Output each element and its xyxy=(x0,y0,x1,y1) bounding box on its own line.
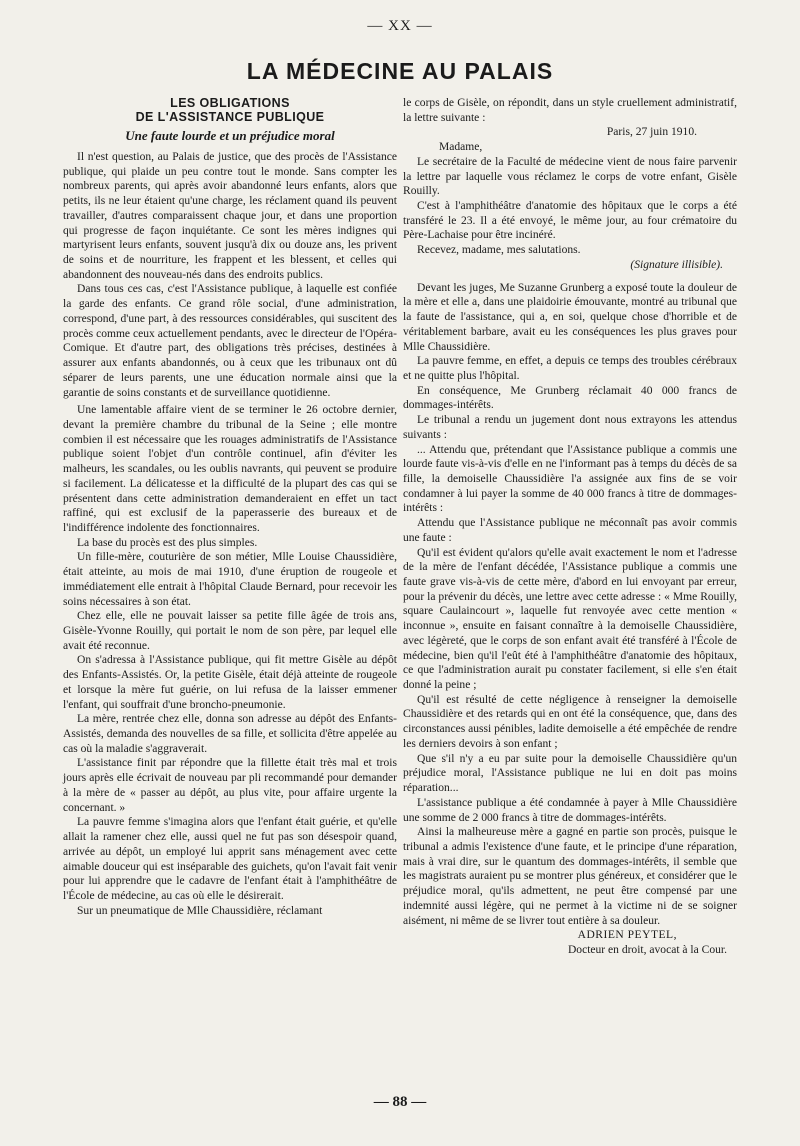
paragraph: Il n'est question, au Palais de justice, que des procès de l'Assistance publique, qui plaide un peu contre tout le monde. Sans compter les nombreux parents, qui après avoir abandonné leurs enfants, alors que petits, ils ne leur étaient qu'une charge, les réclament quand ils peuvent travailler, d'autres comparaissent chaque jour, et dans une proportion qui progresse de façon inquiétante. Ce sont les mères indignes qui martyrisent leurs enfants, souvent jusqu'à dix ou douze ans, les privent de soins et de nourriture, les frappent et les blessent, et celles qui abandonnent des nouveau-nés dans des endroits publics. xyxy=(63,151,397,281)
paragraph: Chez elle, elle ne pouvait laisser sa petite fille âgée de trois ans, Gisèle-Yvonne Rouilly, qui portait le nom de son père, par lequel elle avait été reconnue. xyxy=(63,610,397,652)
section-heading-line-2: DE L'ASSISTANCE PUBLIQUE xyxy=(135,110,325,124)
letter-place-date: Paris, 27 juin 1910. xyxy=(606,126,697,139)
author-name: ADRIEN PEYTEL, xyxy=(577,929,677,942)
page-roman-numeral: — XX — xyxy=(367,18,433,34)
author-title: Docteur en droit, avocat à la Cour. xyxy=(567,943,727,956)
paragraph: Dans tous ces cas, c'est l'Assistance publique, à laquelle est confiée la garde des enfants. Ce grand rôle social, d'une administration, correspond, d'une part, à des ressources considérables, qui suscitent des procès comme ceux actuellement pendants, avec le directeur de l'Opéra-Comique. Et d'autre part, des obligations très précises, destinées à assurer aux enfants abandonnés, ou à ceux que les tribunaux ont dû séparer de leurs parents, une une éducation normale ainsi que la garantie de soins constants et de surveillance quotidienne. xyxy=(63,283,397,399)
letter-paragraph: C'est à l'amphithéâtre d'anatomie des hôpitaux que le corps a été transféré le 23. Il a été envoyé, le même jour, au four crématoire du Père-Lachaise pour être incinéré. xyxy=(403,200,737,242)
paragraph: Attendu que l'Assistance publique ne méconnaît pas avoir commis une faute : xyxy=(403,517,737,544)
paragraph: On s'adressa à l'Assistance publique, qui fit mettre Gisèle au dépôt des Enfants-Assistés. Or, la petite Gisèle, était déjà atteinte de rougeole et lorsque la mère fut guérie, on lui refusa de la laisser emmener l'enfant, qui souffrait d'une broncho-pneumonie. xyxy=(63,654,397,711)
page-number: — 88 — xyxy=(373,1094,427,1110)
paragraph: Un fille-mère, couturière de son métier, Mlle Louise Chaussidière, était atteinte, au mois de mai 1910, d'une éruption de rougeole et immédiatement elle entrait à l'hôpital Claude Bernard, pour recevoir les soins nécessaires à son état. xyxy=(63,551,397,608)
letter-paragraph: Le secrétaire de la Faculté de médecine vient de nous faire parvenir la lettre par laquelle vous réclamez le corps de votre enfant, Gisèle Rouilly. xyxy=(403,155,737,198)
paragraph: La base du procès est des plus simples. xyxy=(77,536,258,549)
paragraph: Devant les juges, Me Suzanne Grunberg a exposé toute la douleur de la mère et elle a, dans une plaidoirie émouvante, montré au tribunal que la faute de l'assistance, qui a, en soi, quelque chose d'horrible et de véritablement barbare, avait eu les conséquences les plus graves pour Mlle Chaussidière. xyxy=(403,281,737,353)
paragraph: L'assistance publique a été condamnée à payer à Mlle Chaussidière une somme de 2 000 francs à titre de dommages-intérêts. xyxy=(403,796,737,824)
paragraph: Qu'il est résulté de cette négligence à renseigner la demoiselle Chaussidière et des retards qui en ont été la conséquence, que, dans des circonstances aussi pénibles, ladite demoiselle a été empêchée de rendre les derniers devoirs à son enfant ; xyxy=(403,693,737,750)
right-column xyxy=(403,96,737,958)
paragraph: Le tribunal a rendu un jugement dont nous extrayons les attendus suivants : xyxy=(403,414,737,441)
page-title: LA MÉDECINE AU PALAIS xyxy=(246,58,554,84)
paragraph: La mère, rentrée chez elle, donna son adresse au dépôt des Enfants-Assistés, demanda des nouvelles de sa fille, et sollicita d'être appelée au cas où la maladie s'aggraverait. xyxy=(63,713,397,755)
paragraph: L'assistance finit par répondre que la fillette était très mal et trois jours après elle écrivait de nouveau par pli recommandé pour demander à la mère de « passer au dépôt, au plus vite, pour affaire urgente la concernant. » xyxy=(63,757,397,814)
paragraph: ... Attendu que, prétendant que l'Assistance publique a commis une lourde faute vis-à-vis d'elle en ne l'informant pas à temps du décès de sa fille, la demoiselle Chaussidière l'a assignée aux fins de se voir condamner à lui payer la somme de 40 000 francs à titre de dommages-intérêts : xyxy=(403,443,737,515)
letter-salutation: Madame, xyxy=(439,141,483,154)
paragraph: Sur un pneumatique de Mlle Chaussidière, réclamant xyxy=(77,904,323,917)
paragraph: La pauvre femme s'imagina alors que l'enfant était guérie, et qu'elle allait la ramener chez elle, aussi quel ne fut pas son désespoir quand, arrivée au dépôt, un employé lui apprit sans ménagement avec cette aimable douceur qui est inséparable des guichets, qu'on l'avait fait venir pour lui apprendre que le cadavre de l'enfant était à l'amphithéâtre de l'École de médecine, au cas où elle le désirerait. xyxy=(63,816,397,902)
paragraph: Ainsi la malheureuse mère a gagné en partie son procès, puisque le tribunal a admis l'existence d'une faute, et le principe d'une réparation, mais à vrai dire, sur le quantum des dommages-intérêts, il semble que les magistrats auraient pu se montrer plus généreux, et considérer que le préjudice moral, qu'ils admettent, ne peut être compensé par une indemnité aussi légère, qui ne permet à la victime ni de se soigner aisément, ni même de se livrer tout entière à sa douleur. xyxy=(403,826,737,927)
letter-signature: (Signature illisible). xyxy=(630,258,723,271)
left-column xyxy=(63,96,397,918)
paragraph: La pauvre femme, en effet, a depuis ce temps des troubles cérébraux et ne quitte plus l'hôpital. xyxy=(403,355,737,382)
section-heading-line-1: LES OBLIGATIONS xyxy=(170,96,290,110)
section-subheading: Une faute lourde et un préjudice moral xyxy=(125,128,335,143)
paragraph: le corps de Gisèle, on répondit, dans un style cruellement administratif, la lettre suivante : xyxy=(403,97,737,124)
letter-paragraph: Recevez, madame, mes salutations. xyxy=(417,244,581,257)
paragraph: Que s'il n'y a eu par suite pour la demoiselle Chaussidière qu'un préjudice moral, l'Assistance publique ne lui en doit pas moins réparation... xyxy=(403,752,737,795)
paragraph: Qu'il est évident qu'alors qu'elle avait exactement le nom et l'adresse de la mère de l'enfant décédée, l'Assistance publique a commis une faute grave vis-à-vis de cette mère, d'abord en lui envoyant par erreur, pour la prévenir du décès, une lettre avec cette adresse : « Mme Rouilly, square Caulaincourt », laquelle fut renvoyée avec cette mention « inconnue », ensuite en faisant connaître à la demoiselle Chaussidière, avec légèreté, que le corps de son enfant avait été transféré à l'École de médecine, bien qu'il l'eût été à l'amphithéâtre d'anatomie des hôpitaux, ce que l'administration aurait pu constater facilement, si elle s'en était donné la peine ; xyxy=(403,546,737,692)
paragraph: En conséquence, Me Grunberg réclamait 40 000 francs de dommages-intérêts. xyxy=(403,384,737,412)
paragraph: Une lamentable affaire vient de se terminer le 26 octobre dernier, devant la première chambre du tribunal de la Seine ; elle montre combien il est nécessaire que les rouages administratifs de l'Assistance publique soient l'objet d'un contrôle continuel, afin d'éviter les malheurs, les scandales, ou les oublis navrants, qui peuvent se produire si facilement. La délicatesse et la difficulté de la plupart des cas qui se présentent dans cette administration demanderaient en effet un tact raffiné, qui est exclusif de la paperasserie des bureaux et de l'indifférence indolente des fonctionnaires. xyxy=(63,404,397,534)
